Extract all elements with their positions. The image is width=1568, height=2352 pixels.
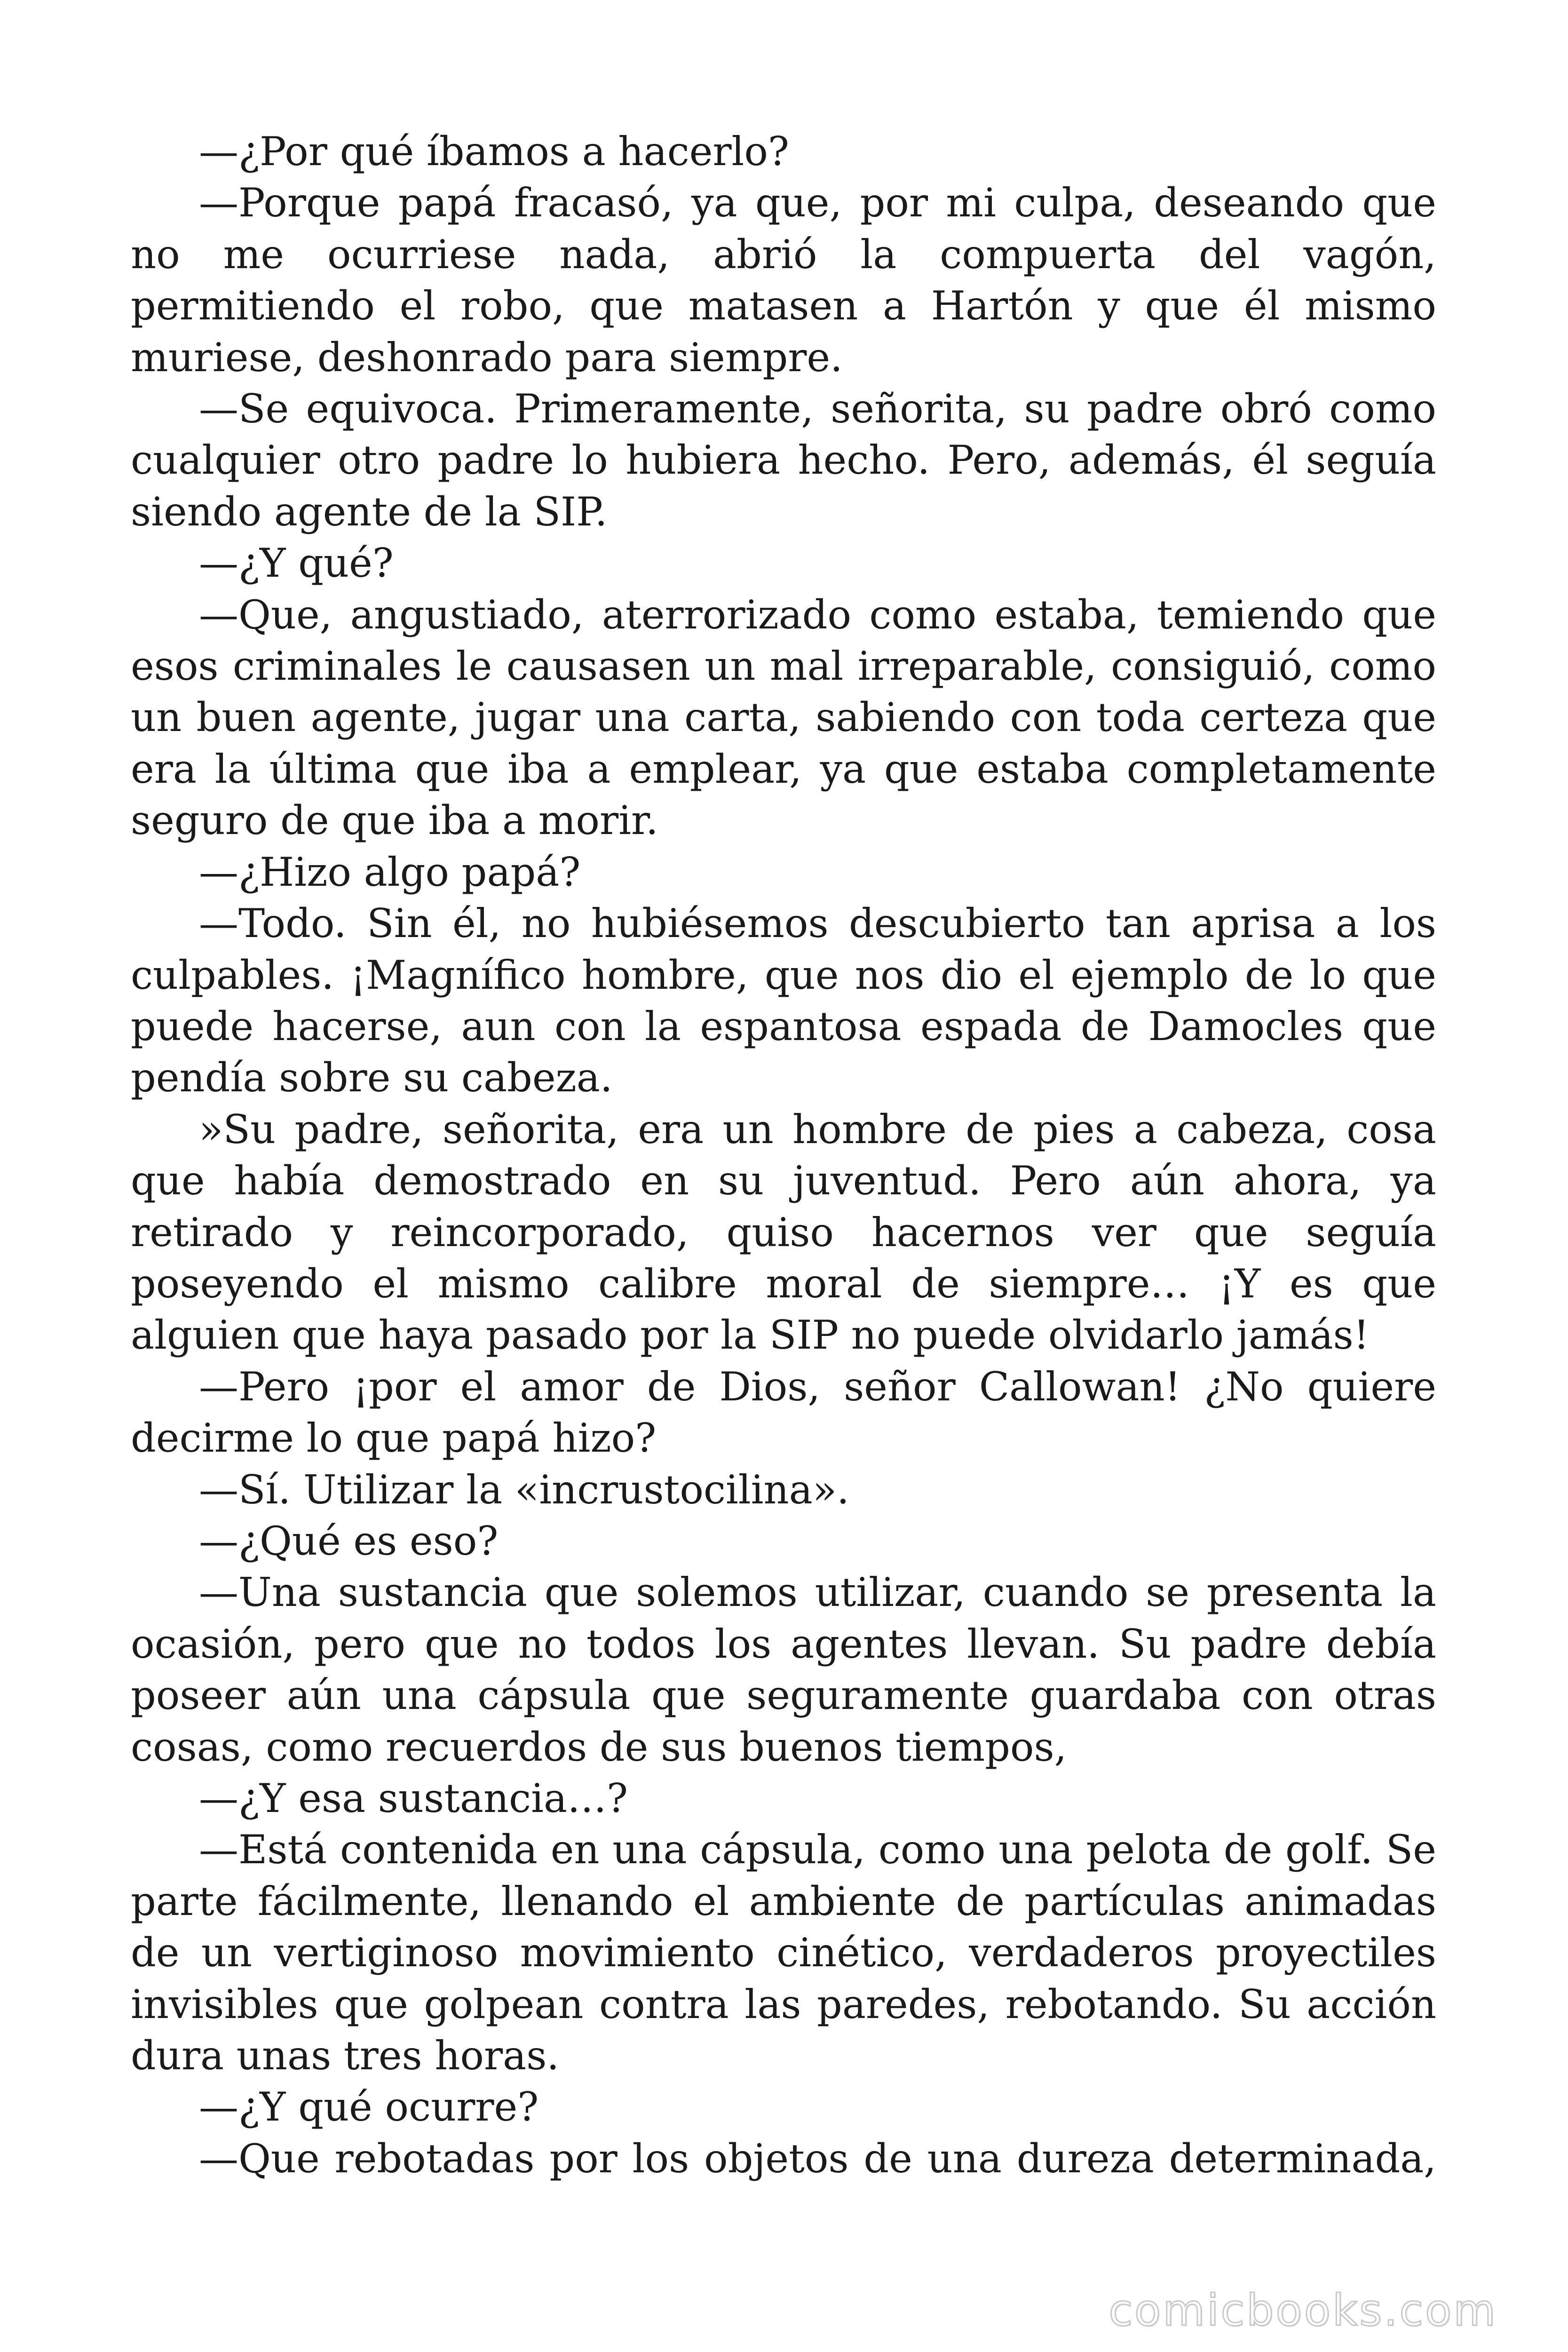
paragraph: —Está contenida en una cápsula, como una pelota de golf. Se parte fácilmente, llenando el ambiente de partículas animadas de un vertiginoso movimiento cinético, verdaderos proyectiles invisibles que golpean contra las paredes, rebotando. Su acción dura unas tres horas. xyxy=(131,1827,1436,2079)
paragraph: —¿Por qué íbamos a hacerlo? xyxy=(199,128,789,175)
paragraph: —Sí. Utilizar la «incrustocilina». xyxy=(199,1466,849,1513)
paragraph: —Que, angustiado, aterrorizado como estaba, temiendo que esos criminales le causasen un mal irreparable, consiguió, como un buen agente, jugar una carta, sabiendo con toda certeza que era la última que iba a emplear, ya que estaba completamente seguro de que iba a morir. xyxy=(131,591,1436,844)
paragraph: —Todo. Sin él, no hubiésemos descubierto tan aprisa a los culpables. ¡Magnífico hombre, que nos dio el ejemplo de lo que puede hacerse, aun con la espantosa espada de Damocles que pendía sobre su cabeza. xyxy=(131,900,1436,1101)
paragraph: »Su padre, señorita, era un hombre de pies a cabeza, cosa que había demostrado en su juventud. Pero aún ahora, ya retirado y reincorporado, quiso hacernos ver que seguía poseyendo el mismo calibre moral de siempre… ¡Y es que alguien que haya pasado por la SIP no puede olvidarlo jamás! xyxy=(131,1106,1436,1359)
paragraph: —¿Qué es eso? xyxy=(199,1518,499,1564)
watermark: comicbooks.com xyxy=(1109,2285,1497,2336)
paragraph: —¿Hizo algo papá? xyxy=(199,849,581,895)
paragraph: —¿Y esa sustancia…? xyxy=(199,1775,628,1821)
paragraph: —¿Y qué ocurre? xyxy=(199,2084,539,2130)
paragraph: —Que rebotadas por los objetos de una dureza determinada, xyxy=(199,2135,1436,2182)
paragraph: —Porque papá fracasó, ya que, por mi culpa, deseando que no me ocurriese nada, abrió la compuerta del vagón, permitiendo el robo, que matasen a Hartón y que él mismo muriese, deshonrado para siempre. xyxy=(131,180,1436,381)
paragraph: —¿Y qué? xyxy=(199,540,394,587)
book-page-text xyxy=(131,126,1436,2185)
paragraph: —Se equivoca. Primeramente, señorita, su padre obró como cualquier otro padre lo hubiera hecho. Pero, además, él seguía siendo agente de la SIP. xyxy=(131,386,1436,535)
paragraph: —Pero ¡por el amor de Dios, señor Callowan! ¿No quiere decirme lo que papá hizo? xyxy=(131,1363,1436,1462)
paragraph: —Una sustancia que solemos utilizar, cuando se presenta la ocasión, pero que no todos los agentes llevan. Su padre debía poseer aún una cápsula que seguramente guardaba con otras cosas, como recuerdos de sus buenos tiempos, xyxy=(131,1569,1436,1770)
